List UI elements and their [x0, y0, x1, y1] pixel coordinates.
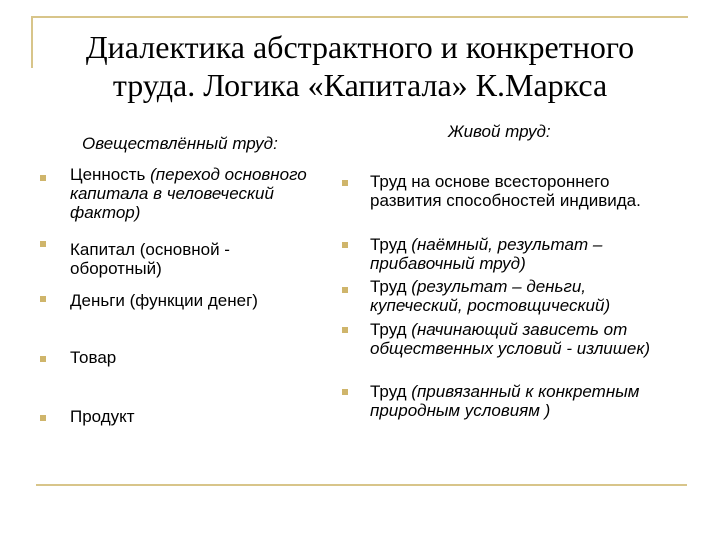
bottom-horizontal-rule — [36, 484, 687, 486]
bullet-icon — [342, 327, 348, 333]
right-item-social: Труд (начинающий зависеть от общественных условий - излишек) — [370, 320, 651, 358]
top-horizontal-rule — [31, 16, 688, 18]
left-item-money: Деньги (функции денег) — [70, 291, 258, 310]
right-item-wage: Труд (наёмный, результат – прибавочный труд) — [370, 235, 603, 273]
title-line-1: Диалектика абстрактного и конкретного — [85, 29, 635, 65]
bullet-icon — [40, 296, 46, 302]
left-item-product: Продукт — [70, 407, 135, 426]
right-item-merchant: Труд (результат – деньги, купеческий, ростовщический) — [370, 277, 611, 315]
bullet-icon — [342, 287, 348, 293]
right-column-heading: Живой труд: — [448, 122, 551, 141]
left-item-value: Ценность (переход основного капитала в человеческий фактор) — [70, 165, 307, 222]
bullet-icon — [40, 356, 46, 362]
left-column-heading: Овеществлённый труд: — [82, 134, 278, 153]
bullet-icon — [40, 175, 46, 181]
bullet-icon — [342, 180, 348, 186]
bullet-icon — [342, 389, 348, 395]
slide-title — [40, 28, 680, 104]
right-item-comprehensive: Труд на основе всестороннего развития способностей индивида. — [370, 172, 641, 210]
title-line-2: труда. Логика «Капитала» К.Маркса — [112, 67, 608, 103]
left-vertical-rule — [31, 16, 33, 68]
bullet-icon — [342, 242, 348, 248]
bullet-icon — [40, 415, 46, 421]
left-item-commodity: Товар — [70, 348, 117, 367]
left-item-capital: Капитал (основной - оборотный) — [70, 240, 230, 278]
right-item-natural: Труд (привязанный к конкретным природным условиям ) — [370, 382, 640, 420]
bullet-icon — [40, 241, 46, 247]
